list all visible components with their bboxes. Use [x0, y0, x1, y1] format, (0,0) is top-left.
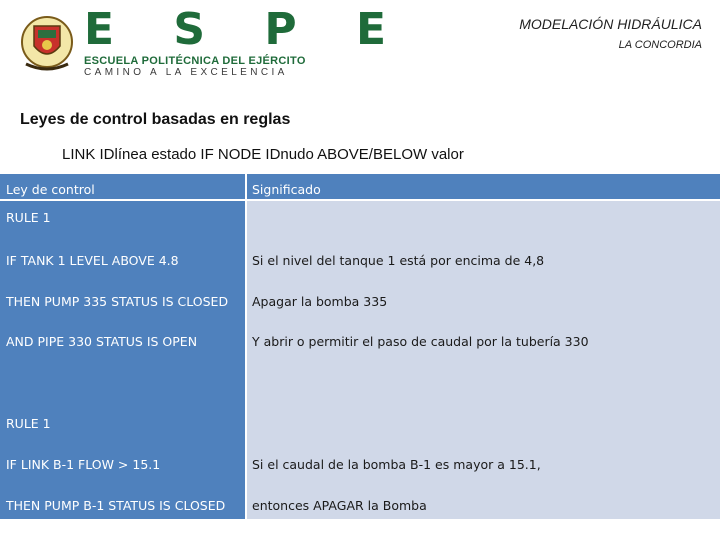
syntax-line: LINK IDlínea estado IF NODE IDnudo ABOVE/BELOW valor	[62, 146, 464, 163]
table-row-meaning: entonces APAGAR la Bomba	[252, 498, 427, 513]
column-divider	[245, 174, 247, 519]
control-rules-table	[0, 174, 720, 519]
table-row-meaning: Si el caudal de la bomba B-1 es mayor a 15.1,	[252, 457, 541, 472]
table-row-meaning: Apagar la bomba 335	[252, 294, 388, 309]
table-row-rule: IF LINK B-1 FLOW > 15.1	[6, 457, 161, 472]
espe-logo-text: E S P E	[84, 4, 409, 55]
column-header-meaning: Significado	[252, 182, 321, 197]
table-header-row	[0, 174, 720, 201]
column-header-rule: Ley de control	[6, 182, 95, 197]
table-row-rule: IF TANK 1 LEVEL ABOVE 4.8	[6, 253, 179, 268]
table-row-rule: AND PIPE 330 STATUS IS OPEN	[6, 334, 198, 349]
espe-shield-logo-icon	[20, 12, 74, 74]
table-row-meaning: Y abrir o permitir el paso de caudal por la tubería 330	[252, 334, 589, 349]
espe-logo-line1: ESCUELA POLITÉCNICA DEL EJÉRCITO	[84, 55, 306, 67]
table-row-rule: RULE 1	[6, 416, 51, 431]
table-row-meaning: Si el nivel del tanque 1 está por encima de 4,8	[252, 253, 545, 268]
course-title: MODELACIÓN HIDRÁULICA	[519, 16, 702, 32]
table-row-rule: THEN PUMP 335 STATUS IS CLOSED	[6, 294, 229, 309]
table-row-rule: THEN PUMP B-1 STATUS IS CLOSED	[6, 498, 226, 513]
espe-logo-line2: CAMINO A LA EXCELENCIA	[84, 67, 288, 78]
table-row-rule: RULE 1	[6, 210, 51, 225]
course-subtitle: LA CONCORDIA	[618, 39, 702, 51]
section-title: Leyes de control basadas en reglas	[20, 111, 291, 128]
slide-header	[0, 0, 720, 80]
